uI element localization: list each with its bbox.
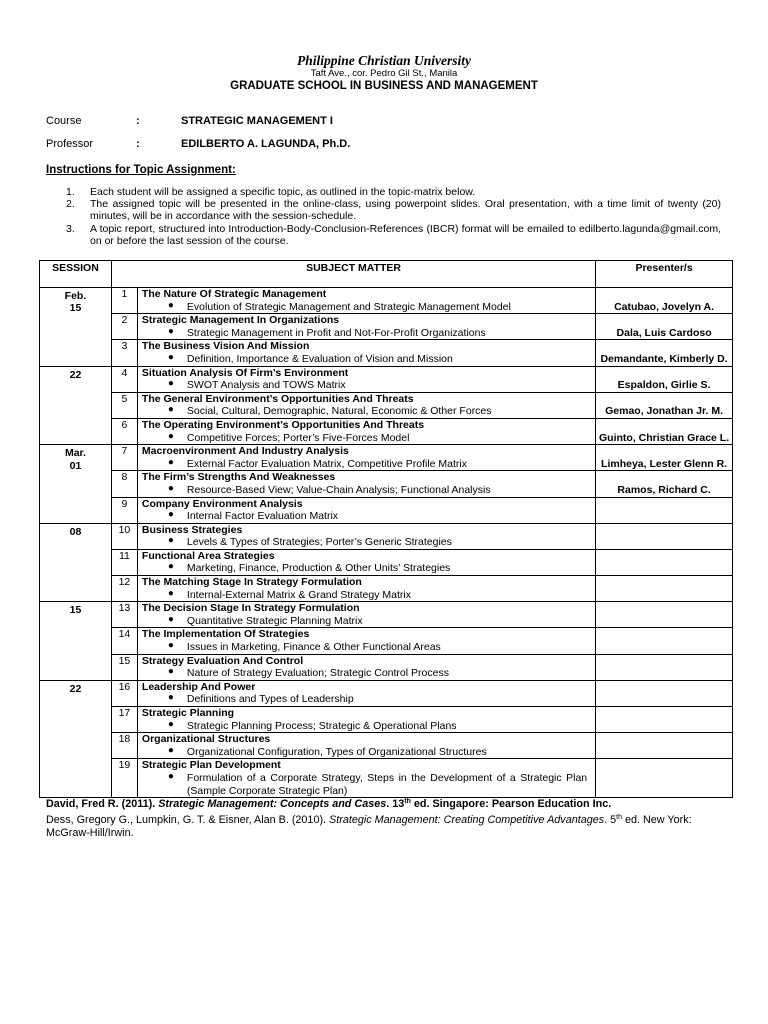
reference-authors: Dess, Gregory G., Lumpkin, G. T. & Eisner, Alan B. (2010).	[46, 814, 330, 826]
presenter-cell	[596, 523, 733, 549]
subject-cell	[137, 602, 595, 628]
bullet-icon: ●	[167, 430, 174, 442]
topic-bullet-text: Definitions and Types of Leadership	[186, 693, 354, 706]
presenter-cell: Guinto, Christian Grace L.	[596, 418, 733, 444]
topic-bullet	[142, 720, 595, 733]
session-label: Feb.	[64, 290, 87, 302]
presenter-cell	[596, 602, 733, 628]
topic-number: 4	[111, 366, 137, 392]
topic-bullet	[142, 510, 595, 523]
reference-edition: . 5	[604, 814, 617, 826]
topic-bullet-text: Internal-External Matrix & Grand Strategy Matrix	[186, 588, 411, 601]
presenter-cell: Catubao, Jovelyn A.	[596, 288, 733, 314]
subject-cell	[137, 523, 595, 549]
topic-bullet-text: Strategic Management in Profit and Not-For-Profit Organizations	[186, 326, 486, 339]
presenter-cell	[596, 549, 733, 575]
instruction-item	[66, 186, 721, 198]
session-cell	[40, 288, 112, 367]
subject-cell	[137, 340, 595, 366]
bullet-icon: ●	[167, 378, 174, 390]
table-row	[40, 759, 733, 798]
bullet-icon: ●	[167, 482, 174, 494]
subject-cell	[137, 680, 595, 706]
bullet-icon: ●	[167, 325, 174, 337]
bullet-icon: ●	[167, 456, 174, 468]
instruction-item	[66, 223, 721, 247]
topic-bullet-text: Marketing, Finance, Production & Other Units’ Strategies	[186, 562, 451, 575]
table-header-row	[40, 261, 733, 288]
topic-bullet	[142, 667, 595, 680]
session-cell	[40, 602, 112, 681]
instruction-number: 2.	[66, 198, 75, 211]
topic-bullet-text: Competitive Forces; Porter’s Five-Forces Model	[186, 431, 410, 444]
topic-number: 8	[111, 471, 137, 497]
topic-title: Organizational Structures	[141, 733, 271, 746]
presenter-cell	[596, 628, 733, 654]
topic-title: The General Environment’s Opportunities And Threats	[141, 392, 414, 405]
table-row	[40, 602, 733, 628]
reference-superscript: th	[404, 798, 411, 805]
subject-cell	[137, 366, 595, 392]
topic-number: 12	[111, 576, 137, 602]
instructions-list	[66, 186, 721, 247]
table-row	[40, 366, 733, 392]
subject-cell	[137, 576, 595, 602]
presenter-cell: Espaldon, Girlie S.	[596, 366, 733, 392]
bullet-icon: ●	[167, 351, 174, 363]
bullet-icon: ●	[167, 535, 174, 547]
session-label: Mar.	[64, 447, 86, 460]
bullet-icon: ●	[167, 509, 174, 521]
table-row	[40, 418, 733, 444]
presenter-cell: Ramos, Richard C.	[596, 471, 733, 497]
table-row	[40, 707, 733, 733]
course-label: Course	[46, 115, 82, 127]
topic-title: Strategy Evaluation And Control	[141, 654, 304, 667]
presenter-cell: Demandante, Kimberly D.	[596, 340, 733, 366]
topic-number: 11	[111, 549, 137, 575]
topic-number: 3	[111, 340, 137, 366]
topic-title: The Nature Of Strategic Management	[141, 288, 327, 300]
presenter-cell	[596, 576, 733, 602]
session-cell	[40, 445, 112, 524]
subject-cell	[137, 471, 595, 497]
schedule-body	[40, 288, 733, 798]
topic-number: 17	[111, 707, 137, 733]
topic-number: 7	[111, 445, 137, 471]
table-row	[40, 471, 733, 497]
topic-bullet	[142, 536, 595, 549]
subject-cell	[137, 445, 595, 471]
reference-item	[46, 811, 736, 840]
reference-item	[46, 795, 736, 811]
topic-bullet-text: External Factor Evaluation Matrix, Competitive Profile Matrix	[186, 457, 468, 470]
topic-title: Macroenvironment And Industry Analysis	[141, 445, 349, 458]
topic-bullet	[142, 458, 595, 471]
subject-cell	[137, 392, 595, 418]
course-value: STRATEGIC MANAGEMENT I	[181, 115, 333, 127]
table-row	[40, 392, 733, 418]
presenter-cell: Dala, Luis Cardoso	[596, 314, 733, 340]
subject-cell	[137, 418, 595, 444]
instruction-text: The assigned topic will be presented in the online-class, using powerpoint slides. Oral presentation, with a time limit of twenty (20) minutes, will be in accordance with the session-schedule.	[90, 198, 721, 223]
topic-bullet-text: Formulation of a Corporate Strategy, Steps in the Development of a Strategic Plan (Sample Corporate Strategic Plan)	[186, 771, 588, 797]
reference-title: Strategic Management: Concepts and Cases	[158, 798, 387, 810]
table-row	[40, 445, 733, 471]
document-header	[0, 53, 768, 94]
table-row	[40, 654, 733, 680]
topic-bullet	[142, 693, 595, 706]
topic-bullet	[142, 379, 595, 392]
table-row	[40, 576, 733, 602]
topic-title: The Matching Stage In Strategy Formulation	[141, 576, 362, 589]
table-row	[40, 628, 733, 654]
topic-bullet	[142, 615, 595, 628]
bullet-icon: ●	[167, 666, 174, 678]
bullet-icon: ●	[167, 692, 174, 704]
reference-publisher: ed. New York: McGraw-Hill/Irwin.	[46, 814, 692, 839]
university-address: Taft Ave., cor. Pedro Gil St., Manila	[310, 67, 458, 79]
reference-edition: . 13	[386, 798, 405, 810]
topic-bullet	[142, 746, 595, 759]
topic-title: Strategic Planning	[141, 707, 235, 719]
topic-bullet	[142, 405, 595, 418]
table-row	[40, 340, 733, 366]
topic-number: 13	[111, 602, 137, 628]
presenter-cell	[596, 759, 733, 798]
session-label: 22	[69, 368, 82, 381]
topic-bullet-text: Social, Cultural, Demographic, Natural, Economic & Other Forces	[186, 405, 492, 418]
subject-cell	[137, 288, 595, 314]
table-row	[40, 288, 733, 314]
topic-bullet	[142, 641, 595, 654]
table-row	[40, 680, 733, 706]
reference-publisher: ed. Singapore: Pearson Education Inc.	[410, 798, 612, 810]
presenter-cell: Limheya, Lester Glenn R.	[596, 445, 733, 471]
topic-title: Company Environment Analysis	[141, 497, 303, 510]
topic-number: 16	[111, 680, 137, 706]
topic-bullet	[142, 327, 595, 340]
topic-bullet	[142, 301, 595, 314]
instruction-number: 3.	[66, 222, 75, 235]
topic-number: 1	[111, 288, 137, 314]
presenter-cell	[596, 680, 733, 706]
topic-title: Strategic Management In Organizations	[141, 314, 340, 327]
topic-bullet	[142, 484, 595, 497]
school-name: GRADUATE SCHOOL IN BUSINESS AND MANAGEMENT	[230, 80, 538, 93]
instruction-item	[66, 198, 721, 222]
bullet-icon: ●	[167, 718, 174, 730]
topic-bullet	[142, 772, 595, 797]
bullet-icon: ●	[167, 640, 174, 652]
university-name: Philippine Christian University	[296, 53, 472, 68]
subject-cell	[137, 549, 595, 575]
reference-title: Strategic Management: Creating Competitive Advantages	[329, 814, 605, 826]
bullet-icon: ●	[167, 561, 174, 573]
bullet-icon: ●	[167, 587, 174, 599]
instruction-number: 1.	[66, 186, 75, 198]
subject-cell	[137, 759, 595, 798]
references	[46, 795, 736, 840]
table-row	[40, 549, 733, 575]
table-row	[40, 523, 733, 549]
presenter-cell: Gemao, Jonathan Jr. M.	[596, 392, 733, 418]
topic-bullet-text: Resource-Based View; Value-Chain Analysis; Functional Analysis	[186, 483, 491, 496]
topic-bullet-text: Nature of Strategy Evaluation; Strategic Control Process	[186, 667, 449, 680]
topic-title: The Business Vision And Mission	[141, 340, 310, 353]
session-label: 15	[69, 604, 82, 617]
topic-bullet	[142, 432, 595, 445]
topic-number: 9	[111, 497, 137, 523]
topic-bullet-text: Levels & Types of Strategies; Porter’s Generic Strategies	[186, 536, 452, 549]
session-cell	[40, 680, 112, 797]
instructions-title: Instructions for Topic Assignment:	[46, 164, 236, 176]
header-session: SESSION	[40, 261, 112, 288]
presenter-cell	[596, 497, 733, 523]
topic-number: 2	[111, 314, 137, 340]
topic-number: 18	[111, 733, 137, 759]
professor-label: Professor	[46, 138, 94, 150]
presenter-cell	[596, 654, 733, 680]
topic-bullet-text: Issues in Marketing, Finance & Other Functional Areas	[186, 641, 441, 654]
topic-bullet-text: Quantitative Strategic Planning Matrix	[186, 614, 363, 627]
topic-bullet-text: Definition, Importance & Evaluation of Vision and Mission	[186, 352, 453, 365]
subject-cell	[137, 314, 595, 340]
presenter-cell	[596, 707, 733, 733]
topic-title: Strategic Plan Development	[141, 759, 281, 772]
topic-bullet	[142, 562, 595, 575]
topic-number: 5	[111, 392, 137, 418]
schedule-table	[39, 260, 733, 798]
topic-bullet	[142, 353, 595, 366]
reference-superscript: th	[616, 814, 622, 821]
topic-number: 14	[111, 628, 137, 654]
subject-cell	[137, 497, 595, 523]
topic-bullet	[142, 589, 595, 602]
topic-title: The Operating Environment’s Opportunities And Threats	[141, 418, 425, 431]
bullet-icon: ●	[167, 404, 174, 416]
topic-bullet-text: SWOT Analysis and TOWS Matrix	[186, 379, 346, 392]
header-subject-matter: SUBJECT MATTER	[111, 261, 595, 288]
table-row	[40, 314, 733, 340]
instruction-text: A topic report, structured into Introduction-Body-Conclusion-References (IBCR) format will be emailed to edilberto.lagunda@gmail.com, on or before the last session of the course.	[90, 222, 721, 247]
professor-value: EDILBERTO A. LAGUNDA, Ph.D.	[181, 138, 351, 150]
topic-number: 15	[111, 654, 137, 680]
subject-cell	[137, 733, 595, 759]
bullet-icon: ●	[167, 613, 174, 625]
session-cell	[40, 523, 112, 602]
session-label: 22	[69, 682, 82, 695]
table-row	[40, 497, 733, 523]
subject-cell	[137, 654, 595, 680]
topic-bullet-text: Internal Factor Evaluation Matrix	[186, 510, 339, 523]
topic-title: Leadership And Power	[141, 680, 256, 693]
topic-title: Functional Area Strategies	[141, 549, 275, 562]
topic-bullet-text: Organizational Configuration, Types of Organizational Structures	[186, 745, 487, 758]
bullet-icon: ●	[167, 299, 174, 311]
session-label: 01	[69, 459, 82, 472]
session-label: 15	[69, 302, 82, 315]
topic-title: The Implementation Of Strategies	[141, 628, 310, 641]
presenter-cell	[596, 733, 733, 759]
topic-title: Situation Analysis Of Firm’s Environment	[141, 366, 349, 379]
topic-title: The Firm’s Strengths And Weaknesses	[141, 471, 336, 484]
subject-cell	[137, 628, 595, 654]
bullet-icon: ●	[167, 770, 174, 782]
topic-bullet-text: Evolution of Strategic Management and Strategic Management Model	[186, 300, 511, 313]
table-row	[40, 733, 733, 759]
subject-cell	[137, 707, 595, 733]
topic-number: 19	[111, 759, 137, 798]
course-colon: :	[136, 115, 140, 127]
session-label: 08	[69, 525, 82, 538]
bullet-icon: ●	[167, 744, 174, 756]
header-presenters: Presenter/s	[596, 261, 733, 288]
topic-number: 6	[111, 418, 137, 444]
reference-authors: David, Fred R. (2011).	[46, 798, 159, 810]
topic-bullet-text: Strategic Planning Process; Strategic & Operational Plans	[186, 719, 457, 732]
topic-title: The Decision Stage In Strategy Formulation	[141, 602, 360, 615]
instruction-text: Each student will be assigned a specific topic, as outlined in the topic-matrix below.	[90, 186, 476, 198]
topic-title: Business Strategies	[141, 523, 243, 536]
topic-number: 10	[111, 523, 137, 549]
professor-colon: :	[136, 138, 140, 150]
session-cell	[40, 366, 112, 445]
